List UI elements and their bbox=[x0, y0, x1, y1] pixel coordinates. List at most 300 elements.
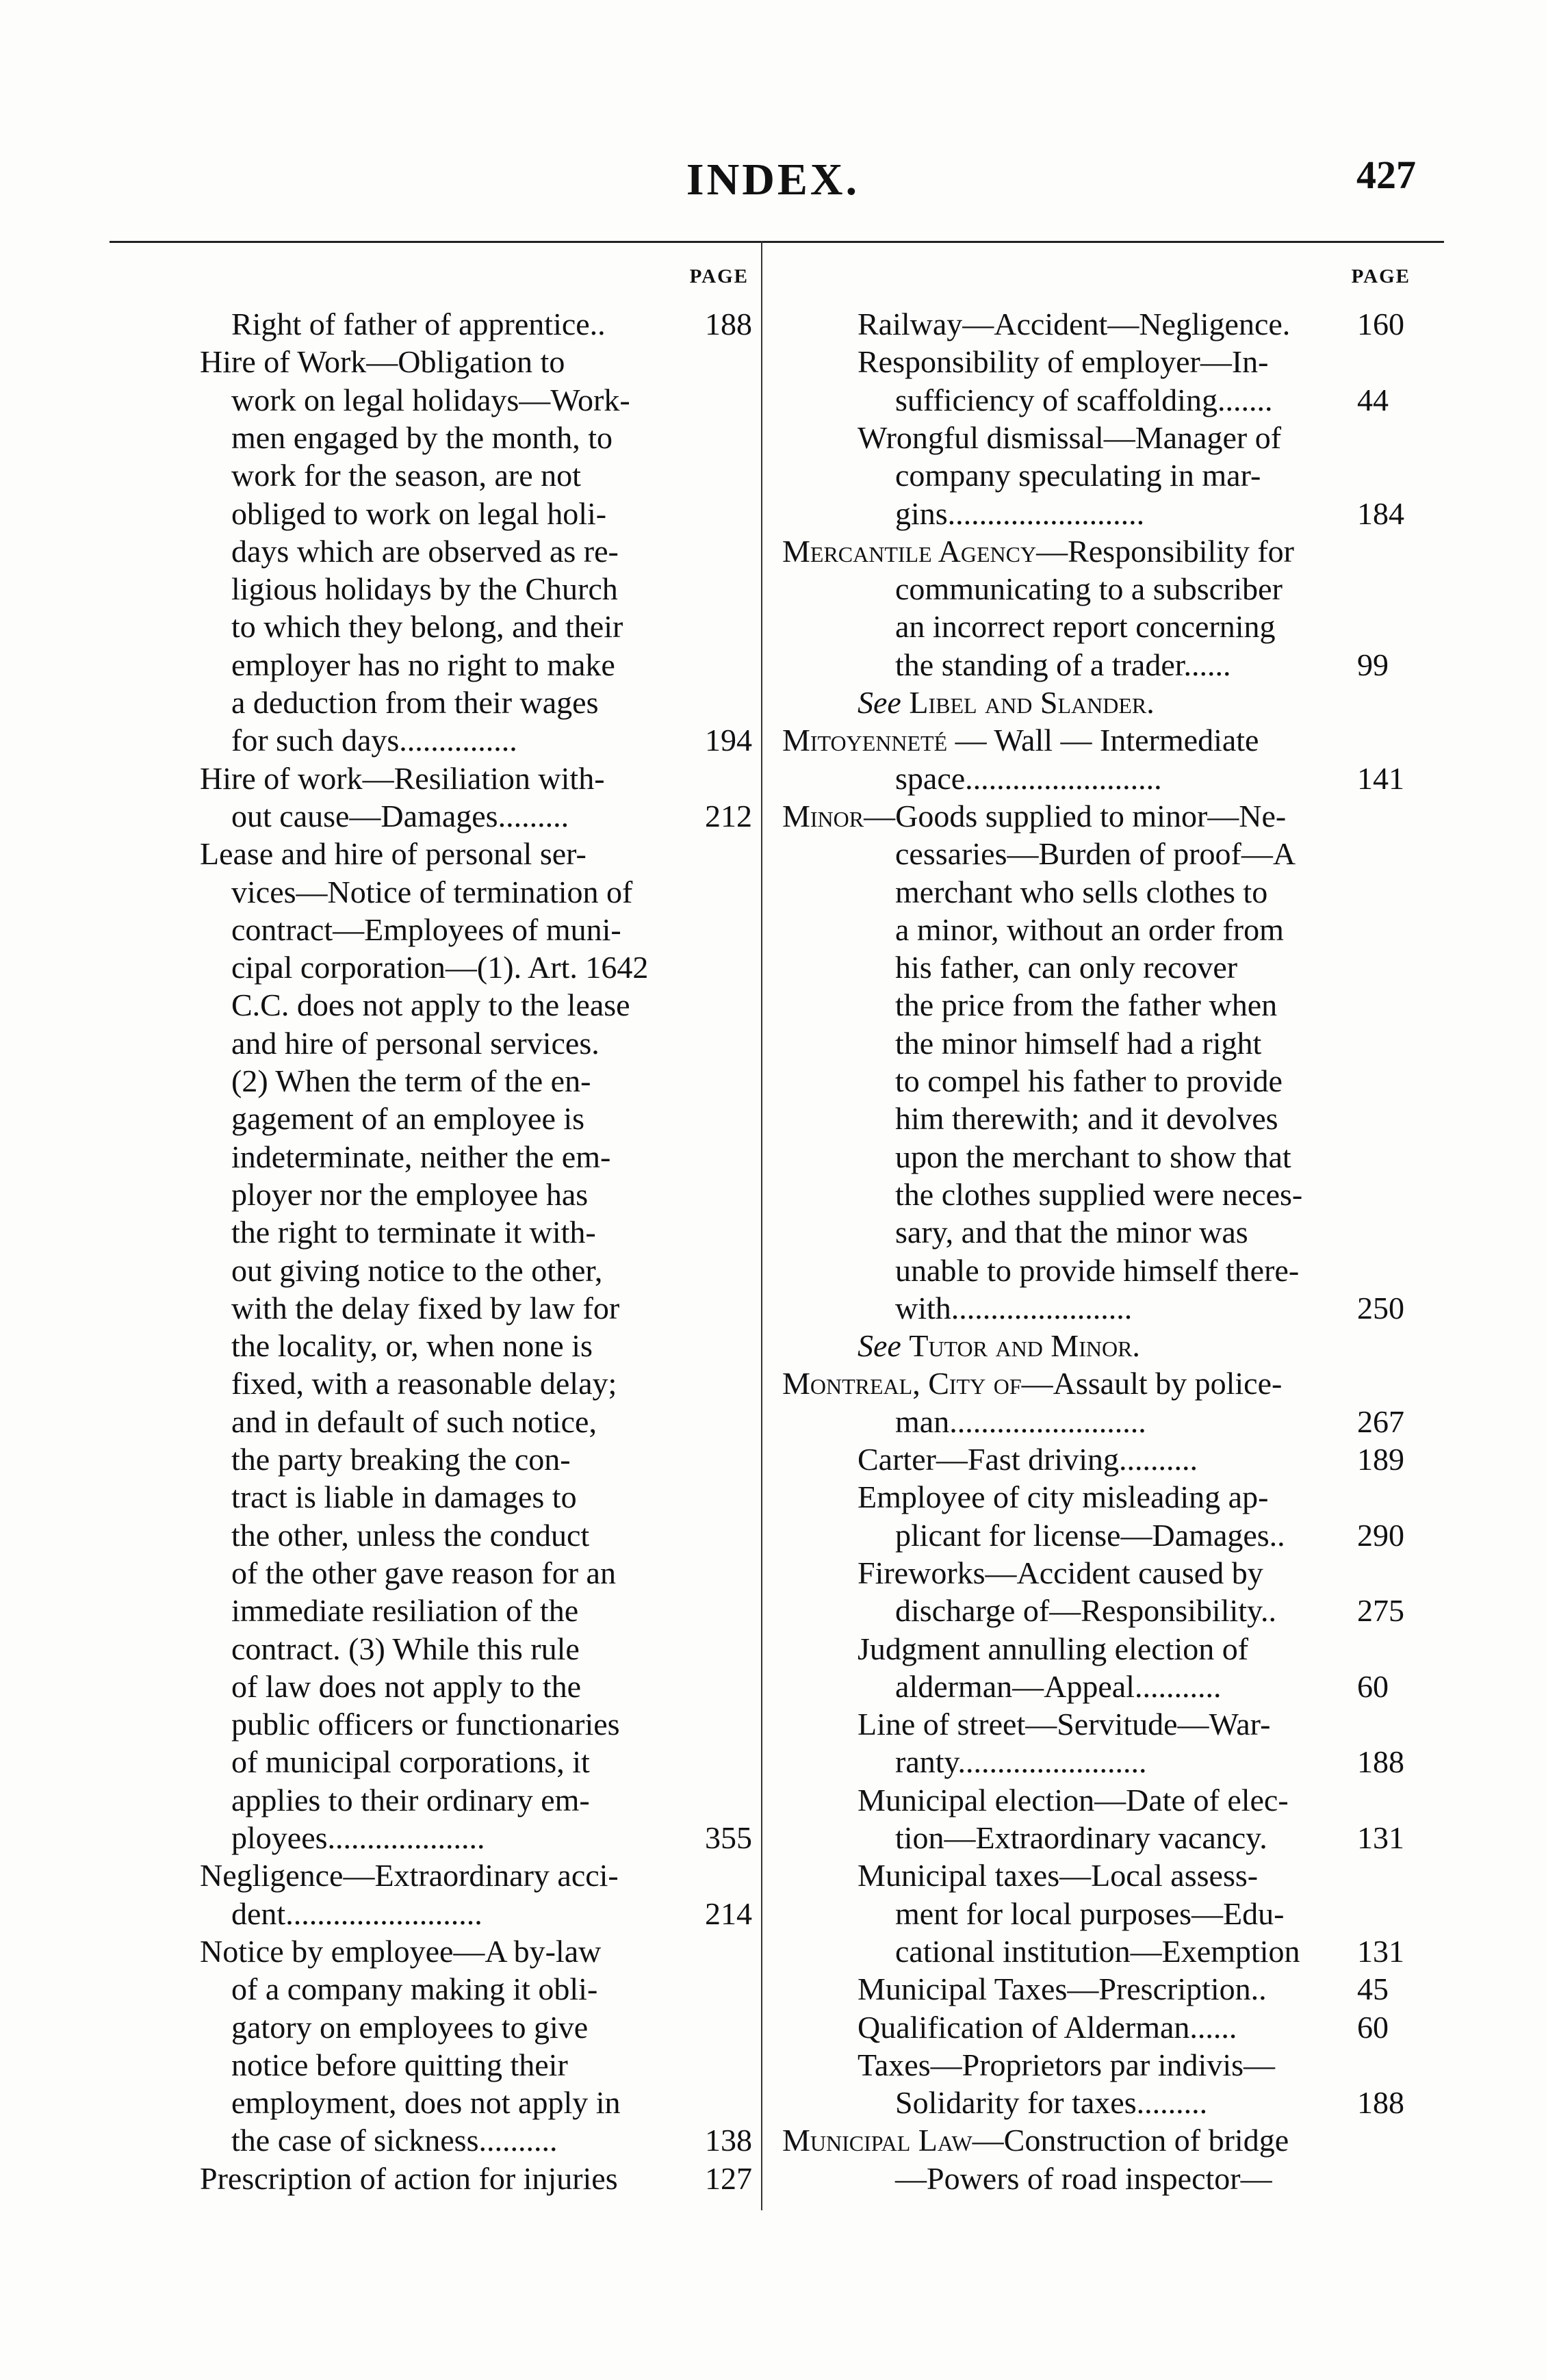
index-line bbox=[231, 1781, 590, 1819]
index-entry-text bbox=[782, 721, 1259, 759]
index-line bbox=[231, 1819, 752, 1857]
index-entry-body: Municipal election—Date of elec- bbox=[858, 1782, 1289, 1818]
index-entry-body: space......................... bbox=[895, 760, 1162, 796]
index-line bbox=[895, 381, 1389, 419]
index-entry-body: gins......................... bbox=[895, 495, 1145, 531]
index-entry-body: and hire of personal services. bbox=[231, 1025, 600, 1061]
index-entry-text bbox=[231, 1364, 617, 1402]
index-entry-text bbox=[895, 1252, 1299, 1289]
index-entry-text bbox=[858, 1440, 1198, 1478]
index-line bbox=[231, 948, 648, 986]
index-entry-body: employer has no right to make bbox=[231, 647, 615, 682]
index-line bbox=[231, 2046, 568, 2084]
index-entry-text bbox=[231, 1062, 591, 1100]
index-entry-body: Prescription of action for injuries bbox=[200, 2160, 618, 2196]
index-line bbox=[231, 1364, 617, 1402]
index-entry-text bbox=[782, 2121, 1289, 2159]
index-line bbox=[782, 2121, 1289, 2159]
index-line bbox=[858, 1327, 1140, 1364]
index-entry-body: Fireworks—Accident caused by bbox=[858, 1555, 1263, 1590]
index-entry-body: man......................... bbox=[895, 1404, 1146, 1439]
index-entry-body: Hire of Work—Obligation to bbox=[200, 344, 565, 380]
index-entry-text bbox=[895, 1289, 1132, 1327]
index-entry-text bbox=[231, 1705, 620, 1743]
index-line bbox=[782, 532, 1294, 570]
index-entry-text bbox=[231, 797, 569, 835]
index-entry-text bbox=[231, 570, 618, 608]
index-line bbox=[231, 1516, 589, 1554]
see-reference: See bbox=[858, 1328, 910, 1364]
index-entry-body: Line of street—Servitude—War- bbox=[858, 1707, 1271, 1742]
index-entry-text bbox=[231, 1743, 590, 1781]
index-entry-body: tion—Extraordinary vacancy. bbox=[895, 1820, 1267, 1855]
index-entry-body: an incorrect report concerning bbox=[895, 609, 1276, 645]
index-entry-text bbox=[231, 1024, 600, 1062]
index-entry-text bbox=[231, 1592, 578, 1629]
index-page-number: 138 bbox=[705, 2123, 752, 2158]
index-line bbox=[231, 986, 630, 1024]
index-line bbox=[782, 797, 1286, 835]
header-rule bbox=[109, 241, 1444, 243]
index-line bbox=[895, 1403, 1404, 1440]
index-entry-body: Qualification of Alderman...... bbox=[858, 2009, 1237, 2045]
index-line bbox=[858, 1705, 1270, 1743]
index-entry-text bbox=[231, 2084, 621, 2121]
index-line bbox=[895, 646, 1389, 684]
index-line bbox=[782, 721, 1259, 759]
index-line bbox=[858, 684, 1155, 721]
index-entry-text bbox=[231, 1668, 581, 1705]
index-entry-text bbox=[231, 721, 517, 759]
index-line bbox=[858, 2008, 1389, 2046]
index-page-number: 212 bbox=[705, 798, 752, 833]
index-line bbox=[231, 1970, 597, 2008]
index-entry-text bbox=[895, 1213, 1248, 1251]
index-entry-text bbox=[782, 1364, 1282, 1402]
index-entry-body: him therewith; and it devolves bbox=[895, 1101, 1278, 1137]
index-entry-text bbox=[858, 1478, 1268, 1516]
index-entry-text bbox=[858, 684, 1155, 721]
index-entry-body: notice before quitting their bbox=[231, 2047, 568, 2082]
index-entry-body: Taxes—Proprietors par indivis— bbox=[858, 2047, 1276, 2082]
see-reference: See bbox=[858, 685, 910, 720]
index-line bbox=[231, 1630, 580, 1668]
index-entry-text bbox=[895, 381, 1272, 419]
index-line bbox=[895, 1895, 1284, 1932]
index-entry-body: obliged to work on legal holi- bbox=[231, 495, 607, 531]
index-line bbox=[231, 911, 621, 948]
index-entry-body: Municipal taxes—Local assess- bbox=[858, 1858, 1259, 1893]
index-entry-text bbox=[858, 1857, 1258, 1894]
index-line bbox=[895, 608, 1276, 645]
index-entry-body: tract is liable in damages to bbox=[231, 1479, 577, 1515]
index-entry-text bbox=[231, 1819, 485, 1857]
index-line bbox=[231, 721, 752, 759]
index-entry-text bbox=[231, 1478, 577, 1516]
index-entry-text bbox=[231, 1554, 616, 1592]
index-page-number: 194 bbox=[705, 723, 752, 758]
index-entry-text bbox=[231, 1895, 482, 1932]
index-heading: Mitoyenneté bbox=[782, 723, 948, 758]
index-line bbox=[200, 2160, 752, 2197]
index-entry-body: men engaged by the month, to bbox=[231, 419, 613, 455]
index-entry-text bbox=[895, 1592, 1276, 1629]
index-entry-body: ligious holidays by the Church bbox=[231, 571, 618, 607]
index-line bbox=[231, 1403, 597, 1440]
index-line bbox=[231, 570, 618, 608]
index-entry-body: ployees.................... bbox=[231, 1820, 485, 1855]
index-entry-text bbox=[895, 1024, 1261, 1062]
index-entry-text bbox=[231, 1630, 580, 1668]
index-entry-text bbox=[231, 2121, 558, 2159]
index-entry-body: the right to terminate it with- bbox=[231, 1215, 596, 1250]
index-line bbox=[231, 1100, 584, 1137]
index-entry-body: of a company making it obli- bbox=[231, 1971, 598, 2007]
index-line bbox=[231, 873, 632, 911]
index-line bbox=[200, 343, 565, 380]
index-line bbox=[895, 1062, 1283, 1100]
index-line bbox=[895, 948, 1237, 986]
index-entry-text bbox=[782, 797, 1286, 835]
index-entry-body: cipal corporation—(1). Art. 1642 bbox=[231, 950, 649, 985]
index-entry-body: —Assault by police- bbox=[1021, 1366, 1283, 1401]
index-entry-body: out cause—Damages......... bbox=[231, 798, 569, 833]
index-entry-text bbox=[858, 305, 1290, 343]
index-entry-text bbox=[231, 1970, 597, 2008]
index-entry-body: Employee of city misleading ap- bbox=[858, 1479, 1269, 1515]
index-entry-text bbox=[895, 1100, 1278, 1137]
index-entry-body: the price from the father when bbox=[895, 987, 1278, 1023]
index-entry-body: gagement of an employee is bbox=[231, 1101, 585, 1137]
index-page-number: 60 bbox=[1357, 2009, 1389, 2045]
index-line bbox=[895, 1819, 1404, 1857]
index-line bbox=[895, 1138, 1291, 1176]
index-line bbox=[858, 343, 1268, 380]
index-entry-text bbox=[231, 419, 613, 456]
index-entry-text bbox=[895, 911, 1284, 948]
index-entry-body: the standing of a trader...... bbox=[895, 647, 1231, 682]
index-entry-text bbox=[231, 532, 619, 570]
index-line bbox=[231, 1895, 752, 1932]
index-line bbox=[200, 1857, 619, 1894]
index-line bbox=[231, 495, 606, 532]
index-line bbox=[231, 2008, 588, 2046]
index-entry-body: ment for local purposes—Edu- bbox=[895, 1896, 1285, 1931]
index-entry-text bbox=[895, 646, 1231, 684]
index-entry-text bbox=[231, 305, 606, 343]
index-line bbox=[895, 1213, 1248, 1251]
index-line bbox=[895, 986, 1277, 1024]
index-entry-body: the clothes supplied were neces- bbox=[895, 1176, 1303, 1212]
index-entry-body: C.C. does not apply to the lease bbox=[231, 987, 630, 1023]
index-line bbox=[231, 381, 630, 419]
index-line bbox=[231, 1705, 620, 1743]
index-line bbox=[895, 873, 1267, 911]
index-heading: Municipal Law bbox=[782, 2123, 972, 2158]
index-page-number: 99 bbox=[1357, 647, 1389, 682]
index-entry-body: his father, can only recover bbox=[895, 950, 1238, 985]
index-entry-text bbox=[231, 1440, 571, 1478]
index-heading: Montreal, City of bbox=[782, 1366, 1022, 1401]
index-heading: Minor bbox=[782, 798, 864, 833]
index-entry-body: upon the merchant to show that bbox=[895, 1139, 1291, 1174]
index-line bbox=[231, 1289, 619, 1327]
index-entry-text bbox=[895, 1895, 1284, 1932]
index-line bbox=[231, 608, 623, 645]
index-line bbox=[858, 305, 1404, 343]
index-line bbox=[231, 1440, 571, 1478]
index-entry-body: Right of father of apprentice.. bbox=[231, 307, 606, 341]
index-line bbox=[858, 1630, 1248, 1668]
index-line bbox=[231, 2084, 621, 2121]
index-entry-text bbox=[895, 1516, 1285, 1554]
index-line bbox=[200, 835, 587, 872]
index-entry-body: a minor, without an order from bbox=[895, 911, 1284, 947]
index-page-number: 160 bbox=[1357, 307, 1404, 341]
index-page-number: 355 bbox=[705, 1820, 752, 1855]
index-entry-body: the other, unless the conduct bbox=[231, 1517, 590, 1553]
index-entry-body: to which they belong, and their bbox=[231, 609, 623, 645]
index-line bbox=[858, 419, 1281, 456]
index-entry-text bbox=[231, 381, 630, 419]
index-line bbox=[231, 419, 613, 456]
index-line bbox=[858, 1781, 1289, 1819]
index-entry-body: Responsibility of employer—In- bbox=[858, 344, 1269, 380]
index-entry-body: to compel his father to provide bbox=[895, 1063, 1283, 1098]
index-entry-body: Hire of work—Resiliation with- bbox=[200, 760, 605, 796]
index-entry-text bbox=[895, 1819, 1267, 1857]
index-entry-body: employment, does not apply in bbox=[231, 2085, 621, 2121]
index-entry-text bbox=[231, 1100, 584, 1137]
index-line bbox=[200, 760, 605, 797]
index-page-number: 131 bbox=[1357, 1933, 1404, 1969]
index-heading: Libel and Slander. bbox=[909, 685, 1155, 720]
index-entry-text bbox=[858, 1781, 1289, 1819]
index-entry-body: — Wall — Intermediate bbox=[947, 723, 1259, 758]
index-entry-text bbox=[858, 343, 1268, 380]
index-line bbox=[782, 1364, 1282, 1402]
index-entry-body: and in default of such notice, bbox=[231, 1404, 597, 1439]
index-entry-body: Lease and hire of personal ser- bbox=[200, 836, 587, 872]
index-entry-text bbox=[858, 1705, 1270, 1743]
index-entry-text bbox=[895, 1176, 1302, 1213]
index-entry-body: for such days............... bbox=[231, 723, 517, 758]
index-entry-text bbox=[200, 1932, 601, 1970]
index-line bbox=[231, 1138, 610, 1176]
index-entry-text bbox=[231, 1252, 602, 1289]
index-entry-text bbox=[858, 2008, 1237, 2046]
index-line bbox=[231, 646, 615, 684]
index-entry-body: (2) When the term of the en- bbox=[231, 1063, 591, 1098]
index-page-number: 127 bbox=[705, 2160, 752, 2196]
index-entry-body: immediate resiliation of the bbox=[231, 1593, 579, 1629]
index-page-number: 267 bbox=[1357, 1404, 1404, 1439]
index-entry-text bbox=[200, 2160, 618, 2197]
index-line bbox=[231, 1252, 602, 1289]
index-line bbox=[231, 1213, 596, 1251]
index-entry-text bbox=[231, 495, 606, 532]
index-entry-body: indeterminate, neither the em- bbox=[231, 1139, 611, 1174]
index-entry-body: ranty........................ bbox=[895, 1744, 1147, 1780]
index-line bbox=[895, 1592, 1404, 1629]
index-entry-body: the case of sickness.......... bbox=[231, 2123, 558, 2158]
index-entry-body: with....................... bbox=[895, 1290, 1133, 1325]
index-page-number: 44 bbox=[1357, 382, 1389, 417]
index-entry-text bbox=[858, 1327, 1140, 1364]
index-entry-body: a deduction from their wages bbox=[231, 685, 599, 720]
index-page-number: 214 bbox=[705, 1896, 752, 1931]
index-page-number: 275 bbox=[1357, 1593, 1404, 1629]
index-entry-body: merchant who sells clothes to bbox=[895, 874, 1268, 909]
index-line bbox=[858, 1857, 1258, 1894]
index-line bbox=[895, 495, 1404, 532]
index-line bbox=[231, 305, 752, 343]
index-entry-body: fixed, with a reasonable delay; bbox=[231, 1366, 617, 1401]
right-page-column-label: PAGE bbox=[1351, 266, 1410, 287]
index-entry-text bbox=[782, 532, 1294, 570]
index-line bbox=[231, 1668, 581, 1705]
index-line bbox=[895, 2084, 1404, 2121]
index-line bbox=[231, 532, 619, 570]
index-entry-text bbox=[858, 1970, 1267, 2008]
index-entry-body: unable to provide himself there- bbox=[895, 1252, 1300, 1288]
index-line bbox=[895, 1176, 1302, 1213]
page-title: INDEX. bbox=[686, 155, 860, 205]
index-line bbox=[895, 1743, 1404, 1781]
index-line bbox=[895, 760, 1404, 797]
index-entry-body: alderman—Appeal........... bbox=[895, 1668, 1222, 1704]
index-line bbox=[231, 1478, 577, 1516]
index-entry-body: days which are observed as re- bbox=[231, 533, 619, 569]
index-entry-body: the locality, or, when none is bbox=[231, 1328, 593, 1364]
index-entry-text bbox=[895, 948, 1237, 986]
index-page-number: 141 bbox=[1357, 760, 1404, 796]
index-entry-body: sufficiency of scaffolding....... bbox=[895, 382, 1273, 417]
left-page-column-label: PAGE bbox=[689, 266, 749, 287]
index-entry-text bbox=[231, 948, 648, 986]
index-line bbox=[231, 1743, 590, 1781]
index-entry-text bbox=[231, 1138, 610, 1176]
index-entry-text bbox=[231, 1289, 619, 1327]
index-entry-text bbox=[858, 1554, 1263, 1592]
index-entry-body: vices—Notice of termination of bbox=[231, 874, 633, 909]
index-line bbox=[895, 835, 1296, 872]
index-entry-body: the minor himself had a right bbox=[895, 1025, 1262, 1061]
index-line bbox=[858, 1970, 1389, 2008]
index-line bbox=[231, 1062, 591, 1100]
index-entry-body: the party breaking the con- bbox=[231, 1442, 571, 1477]
index-entry-text bbox=[895, 608, 1276, 645]
index-entry-text bbox=[895, 456, 1261, 494]
index-entry-body: of the other gave reason for an bbox=[231, 1555, 616, 1590]
index-page-number: 184 bbox=[1357, 495, 1404, 531]
index-entry-body: cational institution—Exemption bbox=[895, 1933, 1300, 1969]
index-entry-text bbox=[231, 456, 581, 494]
index-entry-text bbox=[895, 1668, 1221, 1705]
index-line bbox=[895, 1516, 1404, 1554]
index-entry-text bbox=[231, 911, 621, 948]
index-entry-body: sary, and that the minor was bbox=[895, 1215, 1248, 1250]
index-entry-text bbox=[858, 419, 1281, 456]
index-entry-text bbox=[200, 835, 587, 872]
index-line bbox=[858, 1554, 1263, 1592]
index-entry-text bbox=[231, 1781, 590, 1819]
index-entry-text bbox=[231, 1516, 589, 1554]
index-entry-body: Judgment annulling election of bbox=[858, 1631, 1249, 1666]
index-entry-text bbox=[200, 343, 565, 380]
index-entry-text bbox=[231, 646, 615, 684]
index-page-number: 188 bbox=[705, 307, 752, 341]
index-entry-body: contract. (3) While this rule bbox=[231, 1631, 580, 1666]
index-entry-body: Solidarity for taxes......... bbox=[895, 2085, 1208, 2121]
index-line bbox=[895, 1024, 1261, 1062]
index-entry-text bbox=[895, 570, 1283, 608]
index-entry-body: of law does not apply to the bbox=[231, 1668, 582, 1704]
index-entry-text bbox=[231, 1327, 593, 1364]
index-heading: Tutor and Minor. bbox=[909, 1328, 1140, 1364]
index-page-number: 189 bbox=[1357, 1442, 1404, 1477]
index-entry-text bbox=[231, 1213, 596, 1251]
index-entry-body: company speculating in mar- bbox=[895, 458, 1261, 493]
index-entry-text bbox=[231, 2046, 568, 2084]
index-entry-text bbox=[231, 2008, 588, 2046]
index-line bbox=[895, 1100, 1278, 1137]
index-entry-body: gatory on employees to give bbox=[231, 2009, 589, 2045]
index-entry-text bbox=[895, 1932, 1300, 1970]
index-line bbox=[858, 2046, 1275, 2084]
index-entry-text bbox=[858, 2046, 1275, 2084]
index-entry-text bbox=[231, 608, 623, 645]
index-entry-body: —Construction of bridge bbox=[972, 2123, 1289, 2158]
index-entry-body: Negligence—Extraordinary acci- bbox=[200, 1858, 619, 1893]
index-line bbox=[895, 570, 1283, 608]
index-entry-text bbox=[895, 873, 1267, 911]
index-entry-text bbox=[895, 2084, 1207, 2121]
index-entry-text bbox=[895, 2160, 1272, 2197]
index-entry-text bbox=[895, 1743, 1147, 1781]
index-line bbox=[231, 1554, 616, 1592]
index-entry-text bbox=[231, 1403, 597, 1440]
index-line bbox=[231, 2121, 752, 2159]
index-entry-text bbox=[895, 986, 1277, 1024]
index-line bbox=[231, 1176, 588, 1213]
index-page-number: 290 bbox=[1357, 1517, 1404, 1553]
index-entry-text bbox=[858, 1630, 1248, 1668]
index-entry-text bbox=[231, 684, 598, 721]
index-line bbox=[895, 2160, 1272, 2197]
index-line bbox=[231, 1327, 593, 1364]
index-line bbox=[231, 1024, 600, 1062]
index-entry-body: Municipal Taxes—Prescription.. bbox=[858, 1971, 1267, 2007]
index-entry-body: —Powers of road inspector— bbox=[895, 2160, 1272, 2196]
index-entry-body: dent......................... bbox=[231, 1896, 482, 1931]
column-divider bbox=[761, 241, 762, 2210]
index-entry-text bbox=[200, 1857, 619, 1894]
index-entry-body: with the delay fixed by law for bbox=[231, 1290, 620, 1325]
index-entry-body: Notice by employee—A by-law bbox=[200, 1933, 602, 1969]
index-entry-body: communicating to a subscriber bbox=[895, 571, 1283, 607]
index-page-number: 188 bbox=[1357, 1744, 1404, 1780]
index-entry-body: Wrongful dismissal—Manager of bbox=[858, 419, 1282, 455]
index-entry-text bbox=[895, 1062, 1283, 1100]
index-line bbox=[200, 1932, 601, 1970]
index-entry-text bbox=[895, 1138, 1291, 1176]
index-page-number: 45 bbox=[1357, 1971, 1389, 2007]
index-heading: Mercantile Agency bbox=[782, 533, 1037, 569]
index-line bbox=[895, 1932, 1404, 1970]
index-entry-body: applies to their ordinary em- bbox=[231, 1782, 590, 1818]
index-line bbox=[231, 456, 581, 494]
